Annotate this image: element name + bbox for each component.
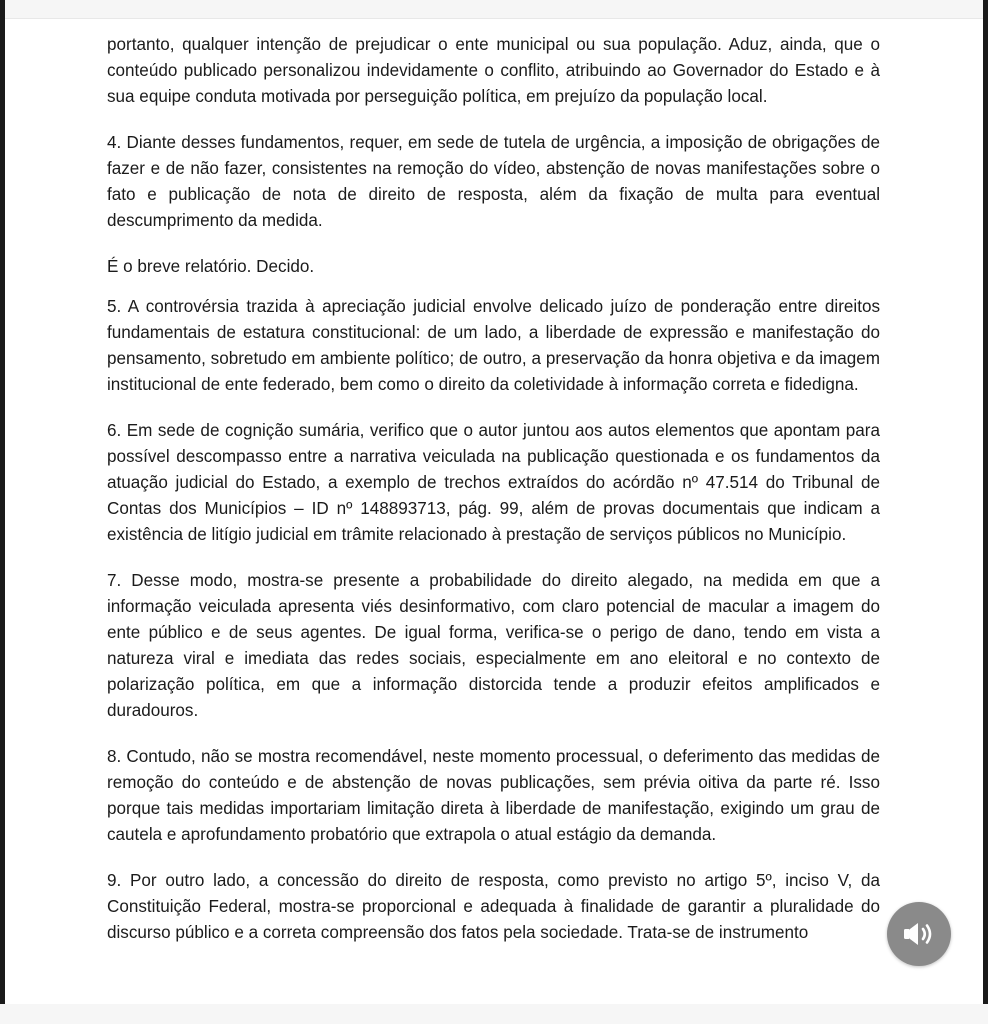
paragraph-continuation: portanto, qualquer intenção de prejudicar o ente municipal ou sua população. Aduz, ainda, que o conteúdo publicado personalizou indevidamente o conflito, atribuindo ao Governador do Estado e à sua equipe conduta motivada por perseguição política, em prejuízo da população local. — [107, 35, 880, 106]
document-page — [107, 32, 880, 966]
paragraph-relatorio: É o breve relatório. Decido. — [107, 257, 315, 276]
paragraph-9: 9. Por outro lado, a concessão do direito de resposta, como previsto no artigo 5º, inciso V, da Constituição Federal, mostra-se proporcional e adequada à finalidade de garantir a pluralidade do discurso público e a correta compreensão dos fatos pela sociedade. Trata-se de instrumento — [107, 871, 880, 942]
speaker-icon — [902, 919, 936, 949]
top-strip — [0, 0, 988, 19]
audio-toggle-button[interactable] — [887, 902, 951, 966]
paragraph-8: 8. Contudo, não se mostra recomendável, neste momento processual, o deferimento das medidas de remoção do conteúdo e de abstenção de novas publicações, sem prévia oitiva da parte ré. Isso porque tais medidas importariam limitação direta à liberdade de manifestação, exigindo um grau de cautela e aprofundamento probatório que extrapola o atual estágio da demanda. — [107, 747, 880, 844]
paragraph-7: 7. Desse modo, mostra-se presente a probabilidade do direito alegado, na medida em que a informação veiculada apresenta viés desinformativo, com claro potencial de macular a imagem do ente público e de seus agentes. De igual forma, verifica-se o perigo de dano, tendo em vista a natureza viral e imediata das redes sociais, especialmente em ano eleitoral e no contexto de polarização política, em que a informação distorcida tende a produzir efeitos amplificados e duradouros. — [107, 571, 880, 720]
right-edge-bar — [983, 0, 988, 1024]
paragraph-6: 6. Em sede de cognição sumária, verifico que o autor juntou aos autos elementos que apontam para possível descompasso entre a narrativa veiculada na publicação questionada e os fundamentos da atuação judicial do Estado, a exemplo de trechos extraídos do acórdão nº 47.514 do Tribunal de Contas dos Municípios – ID nº 148893713, pág. 99, além de provas documentais que indicam a existência de litígio judicial em trâmite relacionado à prestação de serviços públicos no Município. — [107, 421, 880, 544]
paragraph-5: 5. A controvérsia trazida à apreciação judicial envolve delicado juízo de ponderação entre direitos fundamentais de estatura constitucional: de um lado, a liberdade de expressão e manifestação do pensamento, sobretudo em ambiente político; de outro, a preservação da honra objetiva e da imagem institucional de ente federado, bem como o direito da coletividade à informação correta e fidedigna. — [107, 297, 880, 394]
bottom-strip — [0, 1004, 988, 1024]
paragraph-4: 4. Diante desses fundamentos, requer, em sede de tutela de urgência, a imposição de obrigações de fazer e de não fazer, consistentes na remoção do vídeo, abstenção de novas manifestações sobre o fato e publicação de nota de direito de resposta, além da fixação de multa para eventual descumprimento da medida. — [107, 133, 880, 230]
left-edge-bar — [0, 0, 5, 1024]
